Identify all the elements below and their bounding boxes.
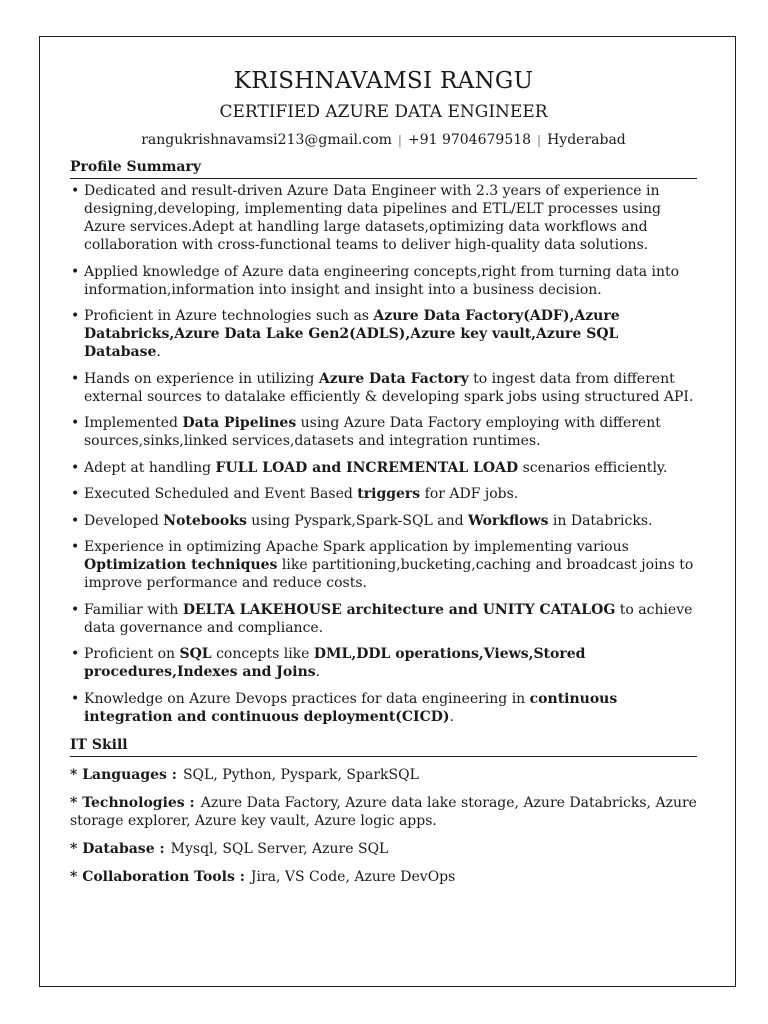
bullet-text: Knowledge on Azure Devops practices for data engineering in [84, 690, 530, 707]
bullet-text: scenarios efficiently. [518, 459, 668, 476]
profile-bullet [70, 690, 697, 726]
profile-bullet [70, 485, 697, 503]
skill-label: * Languages : [70, 766, 177, 783]
resume-content [70, 64, 697, 886]
bullet-text: Adept at handling [84, 459, 216, 476]
profile-summary-list [70, 182, 697, 726]
bullet-text: . [156, 344, 161, 360]
bullet-text: Proficient in Azure technologies such as [84, 308, 374, 324]
contact-line [70, 130, 697, 150]
bullet-text: Applied knowledge of Azure data engineering concepts,right from turning data into information,information into insight and insight into a business decision. [84, 263, 680, 298]
bullet-text: Familiar with [84, 601, 183, 618]
bullet-dot: • [71, 646, 80, 662]
skill-row [70, 868, 697, 886]
bullet-dot: • [71, 183, 80, 199]
bullet-dot: • [71, 539, 80, 555]
bullet-text: Experience in optimizing Apache Spark application by implementing various [84, 539, 629, 555]
skill-label: * Technologies : [70, 794, 195, 811]
profile-bullet [70, 645, 697, 681]
bullet-dot: • [71, 690, 80, 707]
bullet-bold-text: SQL [179, 646, 212, 662]
bullet-bold-text: FULL LOAD and INCREMENTAL LOAD [215, 459, 519, 476]
candidate-title: CERTIFIED AZURE DATA ENGINEER [219, 102, 548, 122]
phone-number: +91 9704679518 [407, 132, 532, 148]
bullet-text: to ingest data from different external sources to datalake efficiently & developing spark jobs using structured API. [84, 370, 694, 405]
bullet-bold-text: Data Pipelines [182, 415, 297, 431]
bullet-text: using Azure Data Factory employing with different sources,sinks,linked services,datasets and integration runtimes. [84, 415, 661, 449]
profile-bullet [70, 307, 697, 361]
bullet-text: Dedicated and result-driven Azure Data Engineer with 2.3 years of experience in designing,developing, implementing data pipelines and ETL/ELT processes using Azure services.Adept at handling large datasets,optimizing data workflows and collaboration with cross-functional teams to deliver high-quality data solutions. [84, 183, 662, 253]
skill-row [70, 794, 697, 830]
bullet-text: Hands on experience in utilizing [84, 370, 319, 387]
bullet-dot: • [71, 512, 80, 529]
profile-bullet [70, 414, 697, 450]
bullet-text: to achieve data governance and compliance. [84, 601, 693, 636]
it-skill-heading: IT Skill [70, 736, 697, 757]
bullet-bold-text: Workflows [468, 512, 549, 529]
bullet-dot: • [71, 486, 80, 502]
bullet-dot: • [71, 459, 80, 476]
skill-label: * Database : [70, 840, 165, 857]
bullet-bold-text: Optimization techniques [84, 557, 278, 573]
profile-summary-heading: Profile Summary [70, 158, 697, 179]
bullet-bold-text: DML,DDL operations,Views,Stored procedures,Indexes and Joins [84, 646, 586, 680]
bullet-text: . [449, 708, 454, 725]
location: Hyderabad [547, 132, 626, 148]
bullet-dot: • [71, 263, 80, 280]
bullet-text: Proficient on [84, 646, 180, 662]
skill-value: Jira, VS Code, Azure DevOps [250, 868, 456, 885]
bullet-text: Developed [84, 512, 164, 529]
bullet-bold-text: Notebooks [163, 512, 247, 529]
profile-bullet [70, 370, 697, 406]
bullet-text: like partitioning,bucketing,caching and broadcast joins to improve performance and reduce costs. [84, 557, 694, 591]
bullet-text: . [315, 664, 321, 680]
skill-row [70, 766, 697, 784]
bullet-dot: • [71, 370, 80, 387]
bullet-bold-text: DELTA LAKEHOUSE architecture and UNITY CATALOG [182, 601, 616, 618]
profile-bullet [70, 263, 697, 299]
bullet-bold-text: Azure Data Factory(ADF),Azure Databricks,Azure Data Lake Gen2(ADLS),Azure key vault,Azure SQL Database [84, 308, 620, 360]
bullet-dot: • [71, 601, 80, 618]
profile-bullet [70, 601, 697, 637]
email-link[interactable]: rangukrishnavamsi213@gmail.com [141, 132, 392, 148]
contact-separator: | [397, 133, 402, 147]
candidate-name: KRISHNAVAMSI RANGU [233, 68, 534, 94]
skill-value: Mysql, SQL Server, Azure SQL [170, 840, 389, 857]
profile-bullet [70, 512, 697, 530]
skill-row [70, 840, 697, 858]
bullet-text: Implemented [84, 415, 183, 431]
bullet-dot: • [71, 308, 80, 324]
bullet-bold-text: Azure Data Factory [318, 370, 469, 387]
profile-bullet [70, 538, 697, 592]
bullet-text: Executed Scheduled and Event Based [84, 486, 358, 502]
skills-list [70, 766, 697, 886]
bullet-text: for ADF jobs. [420, 486, 519, 502]
bullet-text: in Databricks. [548, 512, 653, 529]
bullet-bold-text: triggers [357, 486, 421, 502]
bullet-dot: • [71, 415, 80, 431]
profile-bullet [70, 182, 697, 254]
profile-bullet [70, 459, 697, 477]
bullet-text: concepts like [211, 646, 314, 662]
skill-value: Azure Data Factory, Azure data lake storage, Azure Databricks, Azure storage explorer, Azure key vault, Azure logic apps. [70, 794, 697, 829]
skill-label: * Collaboration Tools : [70, 868, 245, 885]
bullet-text: using Pyspark,Spark-SQL and [246, 512, 468, 529]
skill-value: SQL, Python, Pyspark, SparkSQL [182, 766, 419, 783]
bullet-bold-text: continuous integration and continuous deployment(CICD) [84, 690, 618, 725]
contact-separator: | [537, 133, 542, 147]
